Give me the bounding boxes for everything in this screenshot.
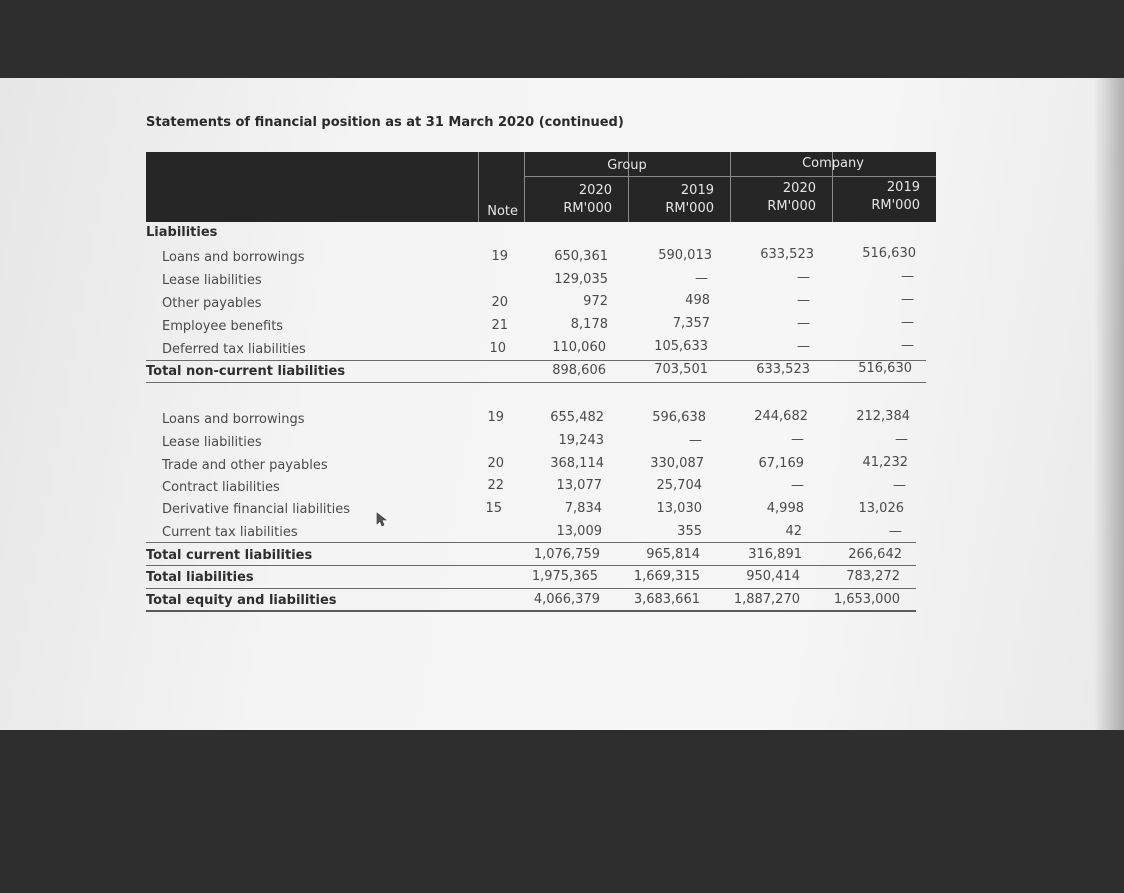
cell-value: 244,682 [754, 409, 808, 424]
col-unit: RM'000 [665, 201, 714, 216]
cell-value: 7,357 [672, 316, 710, 331]
row-divider [146, 382, 926, 383]
total-value: 1,887,270 [733, 592, 800, 607]
cell-value: 105,633 [654, 339, 708, 354]
cell-value: 368,114 [550, 456, 604, 471]
cell-value: — [689, 433, 702, 448]
cell-value: — [901, 269, 914, 284]
row-note: 19 [487, 410, 504, 425]
total-value: 703,501 [654, 362, 708, 377]
cell-value: 498 [685, 293, 710, 308]
cell-value: 650,361 [554, 249, 608, 264]
row-label: Employee benefits [162, 319, 284, 334]
cell-value: — [895, 432, 908, 447]
total-label: Total non-current liabilities [146, 364, 346, 379]
cell-value: 330,087 [650, 456, 704, 471]
cell-value: 633,523 [760, 247, 814, 262]
cell-value: 19,243 [558, 433, 604, 448]
cell-value: — [901, 315, 914, 330]
row-note: 22 [487, 478, 504, 493]
cell-value: 212,384 [856, 409, 910, 424]
col-unit: RM'000 [871, 198, 920, 213]
cell-value: 596,638 [652, 410, 706, 425]
total-value: 4,066,379 [533, 592, 600, 607]
mouse-pointer-icon [376, 512, 388, 528]
total-value: 898,606 [552, 363, 606, 378]
row-note: 20 [487, 456, 504, 471]
cell-value: 13,009 [556, 524, 602, 539]
cell-value: 25,704 [656, 478, 702, 493]
row-divider [146, 565, 916, 566]
total-value: 965,814 [646, 547, 700, 562]
cell-value: — [797, 270, 810, 285]
cell-value: 7,834 [564, 501, 602, 516]
row-divider [146, 588, 916, 589]
document-page [0, 78, 1124, 730]
cell-value: 13,077 [556, 478, 602, 493]
total-value: 783,272 [846, 569, 900, 584]
cell-value: 110,060 [552, 340, 606, 355]
company-heading: Company [802, 156, 864, 171]
total-value: 950,414 [746, 569, 800, 584]
row-label: Loans and borrowings [162, 412, 305, 427]
total-value: 633,523 [756, 362, 810, 377]
cell-value: — [791, 478, 804, 493]
cell-value: 516,630 [862, 246, 916, 261]
row-note: 10 [489, 341, 506, 356]
total-label: Total equity and liabilities [146, 593, 337, 608]
row-note: 21 [491, 318, 508, 333]
cell-value: — [791, 432, 804, 447]
row-divider [146, 610, 916, 612]
col-year: 2019 [680, 183, 714, 198]
note-heading: Note [487, 204, 518, 219]
total-value: 1,653,000 [833, 592, 900, 607]
total-value: 1,076,759 [533, 547, 600, 562]
cell-value: — [797, 316, 810, 331]
col-year: 2019 [886, 180, 920, 195]
page-title: Statements of financial position as at 31 March 2020 (continued) [146, 115, 624, 130]
cell-value: 355 [677, 524, 702, 539]
cell-value: — [901, 338, 914, 353]
section-heading: Liabilities [146, 225, 218, 240]
cell-value: — [889, 524, 902, 539]
row-label: Trade and other payables [162, 458, 328, 473]
cell-value: 8,178 [570, 317, 608, 332]
total-value: 316,891 [748, 547, 802, 562]
row-label: Lease liabilities [162, 273, 262, 288]
total-value: 1,669,315 [633, 569, 700, 584]
row-divider [146, 360, 926, 361]
cell-value: — [797, 339, 810, 354]
row-label: Loans and borrowings [162, 250, 305, 265]
cell-value: 129,035 [554, 272, 608, 287]
row-label: Contract liabilities [162, 480, 280, 495]
row-divider [146, 542, 916, 543]
cell-value: — [797, 293, 810, 308]
total-value: 266,642 [848, 547, 902, 562]
col-year: 2020 [578, 183, 612, 198]
total-label: Total current liabilities [146, 548, 313, 563]
total-label: Total liabilities [146, 570, 254, 585]
cell-value: 13,026 [858, 501, 904, 516]
cell-value: 67,169 [758, 456, 804, 471]
row-label: Deferred tax liabilities [162, 342, 306, 357]
row-note: 20 [491, 295, 508, 310]
row-label: Current tax liabilities [162, 525, 298, 540]
cell-value: 13,030 [656, 501, 702, 516]
row-note: 19 [491, 249, 508, 264]
row-label: Lease liabilities [162, 435, 262, 450]
col-year: 2020 [782, 181, 816, 196]
cell-value: 42 [785, 524, 802, 539]
total-value: 1,975,365 [531, 569, 598, 584]
header-line [524, 176, 936, 177]
cell-value: 4,998 [766, 501, 804, 516]
group-heading: Group [607, 158, 647, 173]
row-label: Derivative financial liabilities [162, 502, 351, 517]
cell-value: 655,482 [550, 410, 604, 425]
row-note: 15 [485, 501, 502, 516]
table-header [146, 152, 936, 222]
col-unit: RM'000 [563, 201, 612, 216]
total-value: 516,630 [858, 361, 912, 376]
cell-value: 972 [583, 294, 608, 309]
cell-value: 590,013 [658, 248, 712, 263]
cell-value: — [695, 271, 708, 286]
row-label: Other payables [162, 296, 262, 311]
cell-value: — [901, 292, 914, 307]
total-value: 3,683,661 [633, 592, 700, 607]
col-unit: RM'000 [767, 199, 816, 214]
cell-value: — [893, 478, 906, 493]
cell-value: 41,232 [862, 455, 908, 470]
